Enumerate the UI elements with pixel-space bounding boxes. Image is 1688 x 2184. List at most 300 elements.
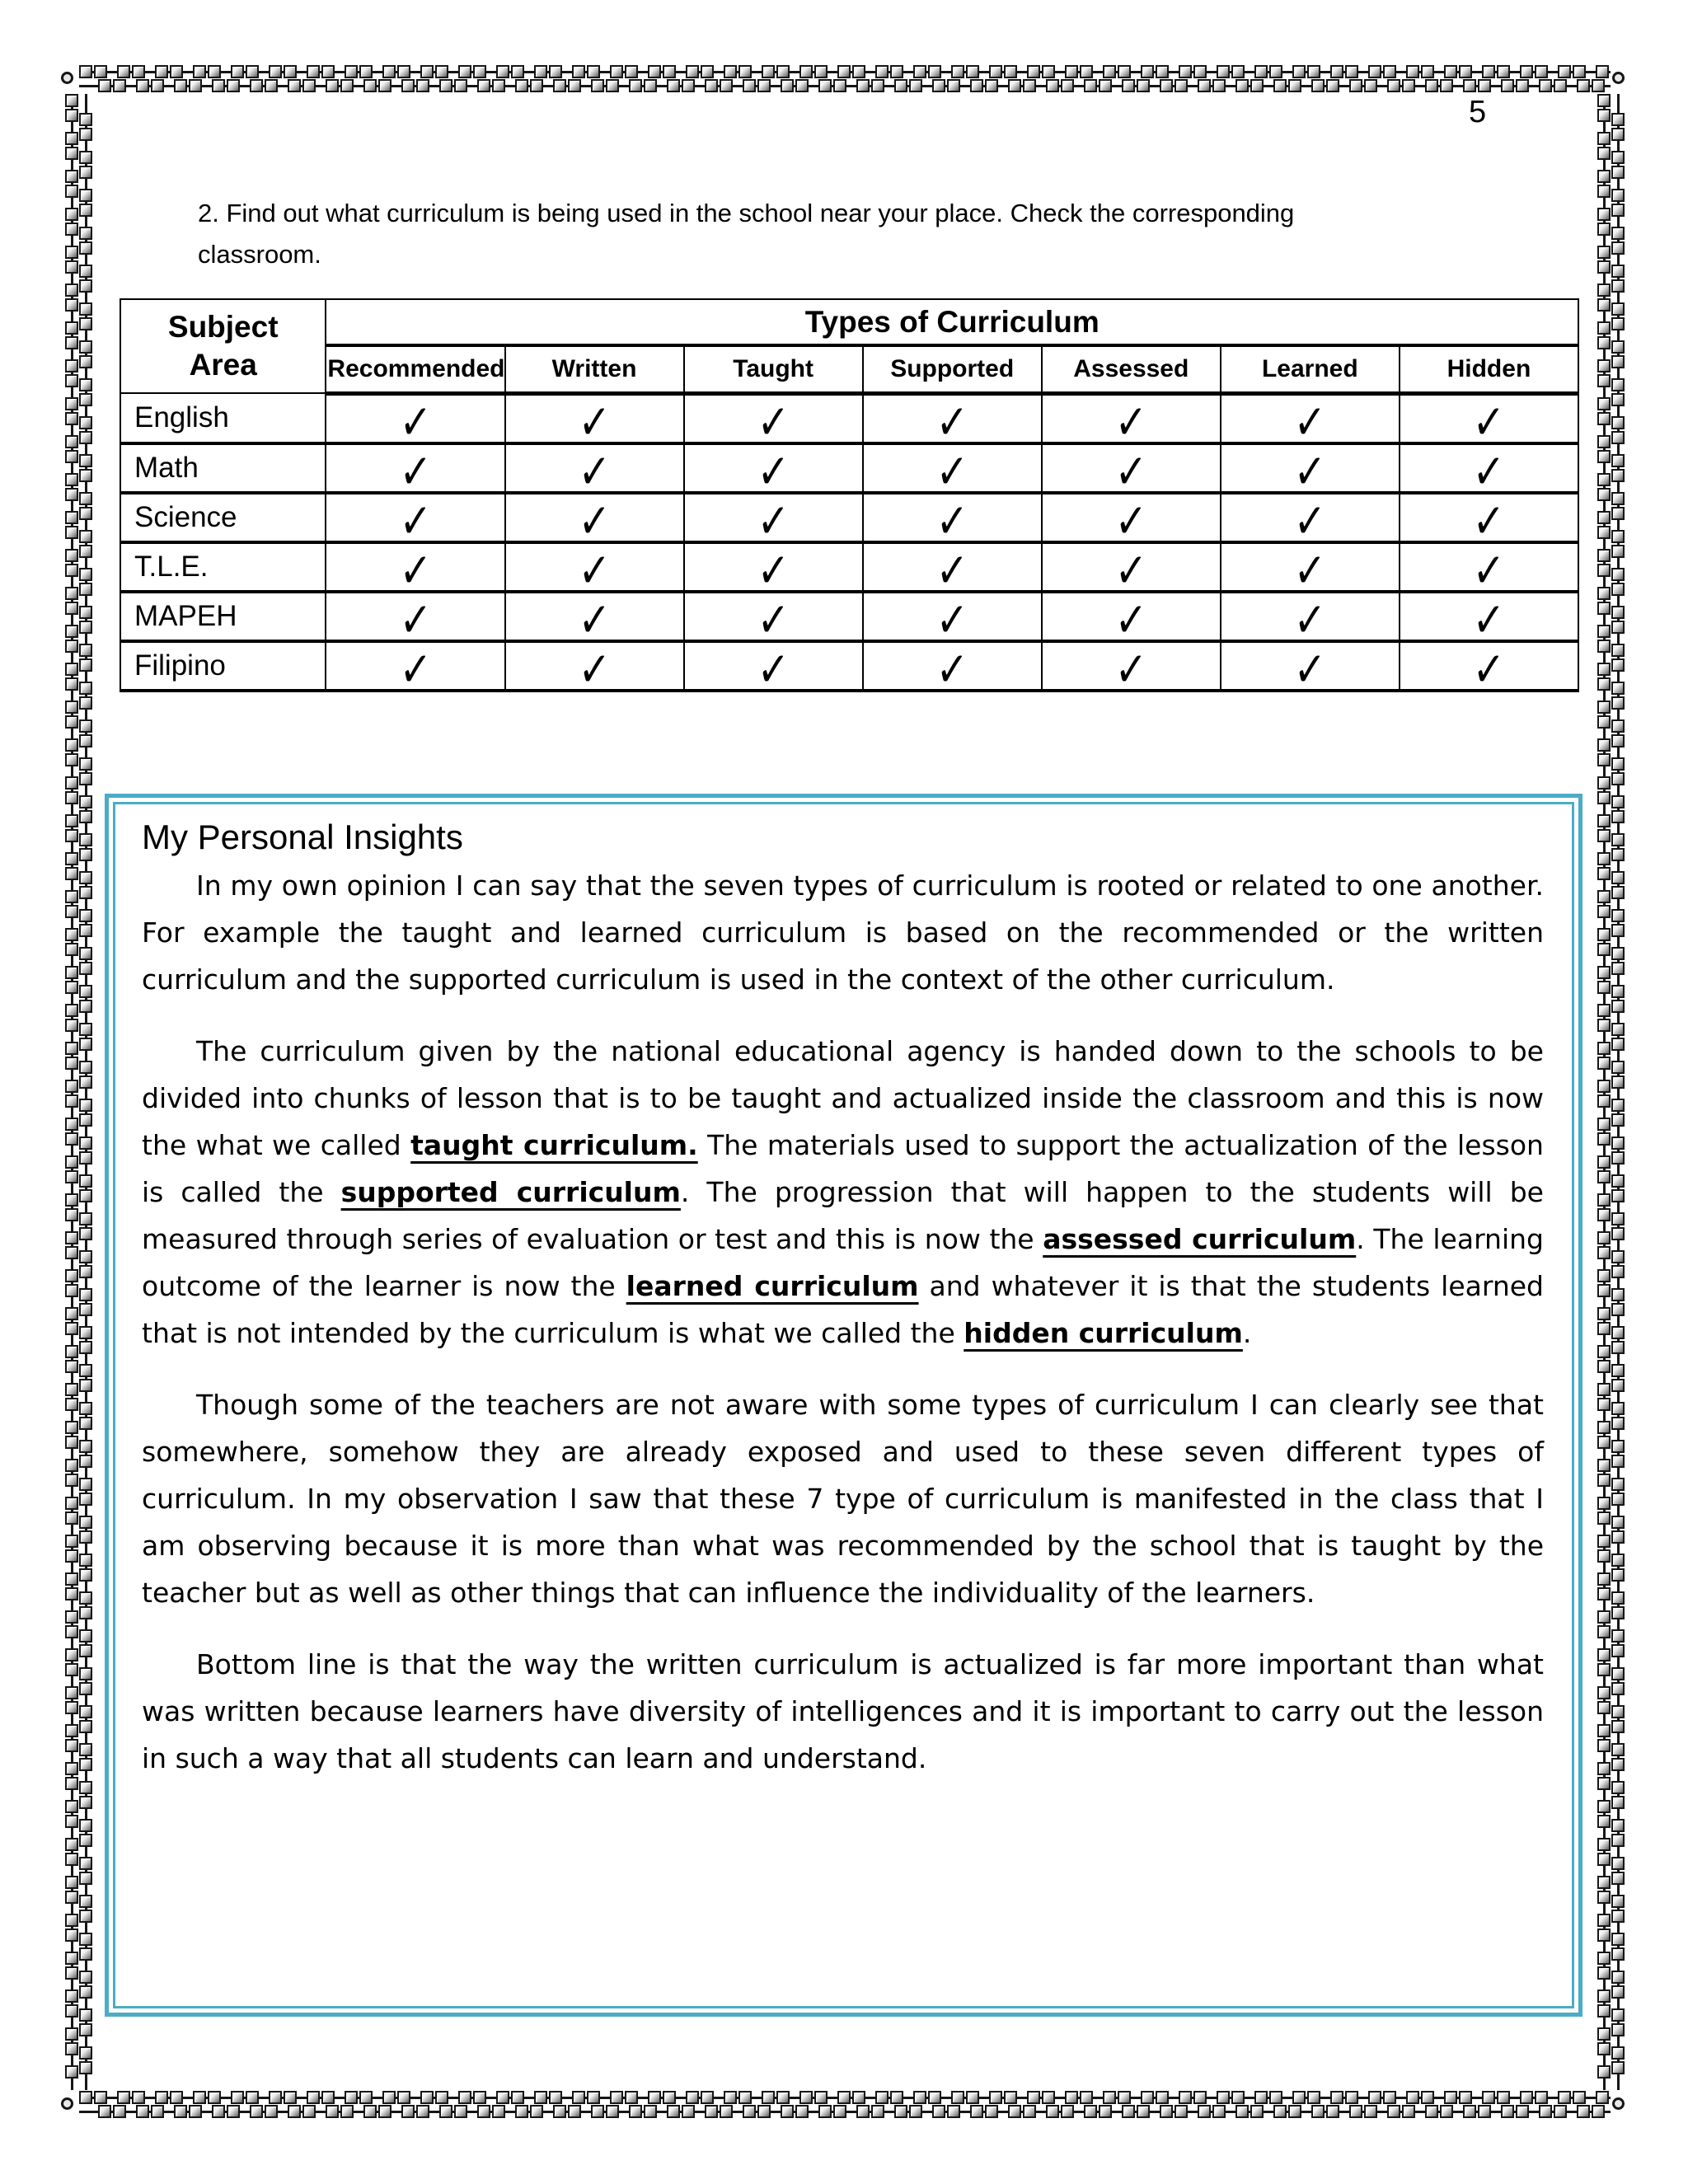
- subject-cell: MAPEH: [120, 592, 326, 641]
- chain-stud: [1611, 1493, 1625, 1506]
- chain-stud: [1597, 1549, 1611, 1563]
- chain-stud: [1611, 568, 1625, 581]
- insights-title: My Personal Insights: [142, 818, 463, 856]
- chain-stud: [65, 208, 78, 221]
- chain-stud: [382, 65, 396, 78]
- chain-stud: [65, 1398, 78, 1411]
- check-cell: [1400, 441, 1578, 501]
- chain-stud: [1198, 2105, 1211, 2118]
- chain-stud: [189, 79, 202, 92]
- key-term: learned curriculum: [626, 1270, 919, 1302]
- chain-stud: [799, 65, 813, 78]
- chain-stud: [1444, 2091, 1457, 2104]
- chain-stud: [65, 640, 78, 653]
- chain-stud: [1558, 2091, 1571, 2104]
- insight-text: The materials used to support the actualization of the lesson is called the: [142, 1129, 1544, 1208]
- chain-stud: [629, 79, 642, 92]
- personal-insights-inner-frame: [113, 802, 1574, 2008]
- chain-stud: [1008, 2105, 1021, 2118]
- chain-stud: [1611, 545, 1625, 558]
- chain-stud: [1269, 2091, 1282, 2104]
- chain-stud: [1597, 564, 1611, 577]
- chain-stud: [79, 795, 92, 808]
- chain-stud: [288, 79, 301, 92]
- chain-stud: [79, 1857, 92, 1870]
- chain-stud: [1597, 1398, 1611, 1411]
- chain-stud: [568, 79, 581, 92]
- chain-stud: [79, 1417, 92, 1430]
- chain-stud: [79, 1076, 92, 1089]
- chain-stud: [1402, 79, 1415, 92]
- chain-stud: [170, 65, 183, 78]
- chain-stud: [79, 340, 92, 354]
- chain-stud: [1368, 65, 1381, 78]
- chain-stud: [65, 981, 78, 994]
- chain-stud: [1611, 1758, 1625, 1771]
- table-row: [120, 592, 1578, 641]
- chain-stud: [534, 2091, 547, 2104]
- curriculum-table-body: [120, 391, 1578, 699]
- chain-stud: [79, 1174, 92, 1188]
- chain-stud: [1611, 947, 1625, 960]
- chain-stud: [1597, 663, 1611, 676]
- chain-stud: [1368, 2091, 1381, 2104]
- insight-text: Though some of the teachers are not aware with some types of curriculum I can clearly see that somewhere, somehow they are already exposed and used to these seven different types of curriculum. In my observation I saw that these 7 type of curriculum is manifested in the class that I am observing because it is more than what was recommended by the school that is taught by the teacher but as well as other things that can influence the individuality of the learners.: [142, 1389, 1544, 1609]
- chain-corner-ring: [61, 72, 73, 84]
- subject-cell: Math: [120, 443, 326, 493]
- chain-stud: [1597, 715, 1611, 729]
- chain-stud: [1141, 2091, 1154, 2104]
- chain-stud: [1611, 2046, 1625, 2060]
- chain-stud: [591, 2105, 604, 2118]
- chain-stud: [79, 2091, 92, 2104]
- chain-stud: [1597, 1322, 1611, 1335]
- key-term: taught curriculum.: [410, 1129, 698, 1161]
- chain-stud: [1611, 1151, 1625, 1165]
- chain-stud: [852, 2091, 865, 2104]
- chain-stud: [1212, 79, 1226, 92]
- chain-stud: [1611, 166, 1625, 179]
- chain-stud: [1597, 147, 1611, 160]
- chain-stud: [795, 2105, 809, 2118]
- chain-stud: [1027, 2091, 1040, 2104]
- checkmark-icon: ✓: [1293, 490, 1327, 551]
- chain-stud: [1042, 65, 1055, 78]
- check-cell: [326, 490, 504, 551]
- chain-stud: [1611, 302, 1625, 316]
- chain-stud: [705, 79, 718, 92]
- chain-stud: [65, 185, 78, 198]
- chain-stud: [530, 2105, 543, 2118]
- chain-stud: [363, 2105, 377, 2118]
- chain-stud: [473, 65, 486, 78]
- chain-stud: [79, 568, 92, 581]
- chain-stud: [65, 1701, 78, 1714]
- chain-stud: [458, 65, 471, 78]
- chain-stud: [65, 374, 78, 387]
- chain-stud: [65, 1155, 78, 1169]
- chain-stud: [250, 79, 263, 92]
- chain-stud: [1611, 1819, 1625, 1832]
- check-cell: [1221, 540, 1400, 600]
- chain-stud: [1611, 848, 1625, 861]
- chain-stud: [1597, 1155, 1611, 1169]
- chain-stud: [1231, 65, 1245, 78]
- check-cell: [505, 490, 684, 551]
- chain-stud: [65, 1587, 78, 1601]
- chain-stud: [79, 241, 92, 255]
- chain-stud: [231, 65, 244, 78]
- chain-stud: [1463, 79, 1476, 92]
- chain-stud: [1179, 2091, 1192, 2104]
- chain-stud: [1061, 79, 1074, 92]
- chain-stud: [79, 2061, 92, 2074]
- chain-stud: [1611, 1076, 1625, 1089]
- chain-stud: [136, 2105, 149, 2118]
- insight-text: . The learning outcome of the learner is now the: [142, 1223, 1544, 1302]
- chain-stud: [1383, 2091, 1396, 2104]
- chain-stud: [1497, 2091, 1510, 2104]
- chain-stud: [1103, 2091, 1116, 2104]
- chain-stud: [1596, 2091, 1609, 2104]
- chain-stud: [1175, 2105, 1188, 2118]
- chain-stud: [833, 2105, 846, 2118]
- chain-stud: [1611, 1682, 1625, 1695]
- chain-stud: [1558, 65, 1571, 78]
- chain-stud: [269, 65, 282, 78]
- subject-cell: T.L.E.: [120, 542, 326, 592]
- chain-stud: [65, 1004, 78, 1017]
- chain-stud: [79, 1099, 92, 1112]
- checkmark-icon: ✓: [1472, 391, 1506, 452]
- chain-stud: [378, 2105, 392, 2118]
- chain-stud: [1597, 1284, 1611, 1297]
- chain-stud: [1611, 734, 1625, 748]
- chain-stud: [1611, 810, 1625, 823]
- check-cell: [1221, 441, 1400, 501]
- chain-stud: [439, 79, 452, 92]
- checkmark-icon: ✓: [1293, 391, 1327, 452]
- check-cell: [863, 540, 1042, 600]
- chain-stud: [568, 2105, 581, 2118]
- chain-stud: [1137, 2105, 1150, 2118]
- checkmark-icon: ✓: [1293, 540, 1327, 600]
- checkmark-icon: ✓: [398, 589, 433, 649]
- chain-stud: [1250, 2105, 1264, 2118]
- chain-stud: [65, 526, 78, 539]
- chain-stud: [795, 79, 809, 92]
- insight-text: and whatever it is that the students learned that is not intended by the curriculum is what we called the: [142, 1270, 1544, 1349]
- chain-stud: [1212, 2105, 1226, 2118]
- chain-stud: [1611, 1947, 1625, 1961]
- chain-stud: [307, 2091, 320, 2104]
- chain-stud: [1156, 65, 1169, 78]
- check-cell: [326, 540, 504, 600]
- chain-stud: [970, 79, 983, 92]
- chain-stud: [454, 79, 467, 92]
- chain-stud: [79, 1530, 92, 1544]
- chain-stud: [1597, 511, 1611, 524]
- chain-stud: [1597, 359, 1611, 373]
- chain-stud: [644, 79, 657, 92]
- chain-stud: [340, 2105, 354, 2118]
- chain-stud: [65, 1019, 78, 1032]
- chain-stud: [284, 2091, 297, 2104]
- chain-stud: [416, 79, 429, 92]
- chain-stud: [1597, 640, 1611, 653]
- check-cell: [505, 540, 684, 600]
- chain-stud: [1611, 772, 1625, 785]
- chain-stud: [1611, 1227, 1625, 1240]
- chain-stud: [1611, 1212, 1625, 1226]
- chain-stud: [1611, 1985, 1625, 1999]
- chain-stud: [307, 65, 320, 78]
- chain-stud: [65, 1345, 78, 1358]
- chain-stud: [966, 2091, 979, 2104]
- chain-stud: [79, 1720, 92, 1733]
- chain-stud: [65, 511, 78, 524]
- chain-stud: [1611, 1417, 1625, 1430]
- checkmark-icon: ✓: [1293, 589, 1327, 649]
- chain-stud: [1611, 1568, 1625, 1582]
- chain-stud: [65, 852, 78, 865]
- chain-stud: [79, 833, 92, 846]
- chain-stud: [606, 2105, 619, 2118]
- chain-stud: [1236, 2105, 1249, 2118]
- chain-stud: [1597, 701, 1611, 714]
- chain-stud: [79, 166, 92, 179]
- chain-stud: [420, 2091, 434, 2104]
- chain-stud: [1597, 1990, 1611, 2003]
- chain-stud: [1597, 450, 1611, 463]
- chain-stud: [1611, 606, 1625, 619]
- chain-stud: [928, 65, 941, 78]
- chain-stud: [65, 663, 78, 676]
- chain-stud: [79, 682, 92, 695]
- chain-stud: [799, 2091, 813, 2104]
- chain-stud: [1611, 151, 1625, 164]
- chain-stud: [1269, 65, 1282, 78]
- chain-stud: [1440, 79, 1453, 92]
- chain-stud: [1198, 79, 1211, 92]
- chain-stud: [1573, 65, 1586, 78]
- check-cell: [326, 639, 504, 699]
- chain-corner-ring: [1612, 2097, 1625, 2110]
- chain-stud: [738, 2091, 752, 2104]
- chain-stud: [1137, 79, 1150, 92]
- chain-stud: [1273, 2105, 1287, 2118]
- chain-stud: [1597, 625, 1611, 638]
- chain-stud: [1611, 1061, 1625, 1074]
- chain-stud: [1611, 757, 1625, 771]
- chain-stud: [79, 1137, 92, 1150]
- chain-stud: [65, 867, 78, 880]
- chain-stud: [1597, 1648, 1611, 1661]
- check-cell: [863, 639, 1042, 699]
- chain-stud: [1597, 1307, 1611, 1320]
- chain-stud: [246, 65, 259, 78]
- chain-stud: [1597, 1853, 1611, 1866]
- chain-stud: [1611, 833, 1625, 846]
- chain-stud: [1597, 1269, 1611, 1282]
- subject-cell: Science: [120, 493, 326, 542]
- chain-stud: [1597, 1914, 1611, 1927]
- chain-stud: [985, 79, 998, 92]
- chain-corner-ring: [1612, 72, 1625, 84]
- check-cell: [1221, 639, 1400, 699]
- chain-stud: [435, 65, 448, 78]
- key-term: supported curriculum: [340, 1176, 681, 1208]
- column-header-taught: Taught: [684, 345, 863, 393]
- chain-stud: [1597, 791, 1611, 804]
- chain-stud: [420, 65, 434, 78]
- chain-stud: [947, 2105, 960, 2118]
- chain-stud: [321, 65, 335, 78]
- chain-stud: [1611, 1478, 1625, 1491]
- chain-stud: [65, 1459, 78, 1472]
- check-cell: [1042, 540, 1221, 600]
- chain-stud: [1597, 587, 1611, 600]
- chain-stud: [1611, 1834, 1625, 1847]
- chain-stud: [65, 1549, 78, 1563]
- chain-stud: [492, 2105, 505, 2118]
- chain-stud: [208, 65, 221, 78]
- chain-stud: [65, 625, 78, 638]
- chain-stud: [65, 170, 78, 183]
- chain-stud: [1611, 340, 1625, 354]
- chain-stud: [1597, 109, 1611, 122]
- chain-stud: [1597, 1004, 1611, 1017]
- chain-stud: [79, 378, 92, 391]
- chain-stud: [1387, 79, 1400, 92]
- chain-stud: [65, 1838, 78, 1851]
- column-header-recommended: Recommended: [326, 345, 504, 393]
- chain-stud: [65, 1724, 78, 1737]
- chain-stud: [1597, 336, 1611, 349]
- chain-stud: [65, 397, 78, 410]
- chain-stud: [781, 79, 794, 92]
- check-cell: [684, 540, 863, 600]
- chain-stud: [1497, 65, 1510, 78]
- chain-stud: [1597, 1193, 1611, 1207]
- chain-stud: [1611, 1606, 1625, 1619]
- chain-stud: [79, 469, 92, 482]
- chain-stud: [79, 355, 92, 368]
- chain-stud: [1046, 79, 1059, 92]
- checkmark-icon: ✓: [1114, 490, 1148, 551]
- chain-stud: [1611, 1099, 1625, 1112]
- chain-stud: [549, 2091, 562, 2104]
- chain-stud: [65, 1535, 78, 1548]
- chain-stud: [1156, 2091, 1169, 2104]
- chain-stud: [65, 890, 78, 903]
- chain-stud: [1597, 412, 1611, 425]
- check-cell: [326, 391, 504, 452]
- chain-stud: [648, 65, 661, 78]
- chain-stud: [1004, 2091, 1017, 2104]
- chain-stud: [65, 1800, 78, 1813]
- chain-stud: [79, 1682, 92, 1695]
- chain-corner-ring: [61, 2097, 73, 2110]
- chain-stud: [1611, 1895, 1625, 1908]
- chain-stud: [1611, 719, 1625, 733]
- chain-stud: [890, 2091, 903, 2104]
- chain-stud: [1597, 1474, 1611, 1487]
- chain-stud: [837, 2091, 851, 2104]
- checkmark-icon: ✓: [935, 441, 969, 501]
- column-header-written: Written: [505, 345, 684, 393]
- chain-stud: [65, 2042, 78, 2055]
- chain-stud: [1611, 1326, 1625, 1339]
- chain-stud: [553, 79, 566, 92]
- page-number: 5: [1469, 95, 1487, 129]
- chain-stud: [515, 2105, 528, 2118]
- chain-stud: [1421, 2091, 1434, 2104]
- checkmark-icon: ✓: [935, 540, 969, 600]
- checkmark-icon: ✓: [1472, 589, 1506, 649]
- chain-stud: [1084, 2105, 1097, 2118]
- chain-stud: [65, 1777, 78, 1790]
- chain-stud: [1254, 65, 1268, 78]
- chain-stud: [1250, 79, 1264, 92]
- chain-stud: [79, 924, 92, 937]
- chain-stud: [663, 65, 676, 78]
- chain-stud: [625, 2091, 638, 2104]
- chain-stud: [1364, 79, 1377, 92]
- chain-stud: [231, 2091, 244, 2104]
- chain-stud: [79, 507, 92, 520]
- chain-stud: [625, 65, 638, 78]
- column-header-hidden: Hidden: [1400, 345, 1578, 393]
- chain-stud: [65, 1383, 78, 1396]
- chain-stud: [397, 65, 410, 78]
- chain-stud: [1387, 2105, 1400, 2118]
- checkmark-icon: ✓: [935, 490, 969, 551]
- chain-stud: [155, 2091, 168, 2104]
- chain-stud: [1597, 2004, 1611, 2018]
- subject-area-header: Subject Area: [120, 299, 326, 393]
- chain-stud: [79, 1455, 92, 1468]
- chain-stud: [1597, 1118, 1611, 1131]
- chain-stud: [454, 2105, 467, 2118]
- checkmark-icon: ✓: [398, 490, 433, 551]
- column-header-learned: Learned: [1221, 345, 1400, 393]
- chain-stud: [65, 2027, 78, 2041]
- chain-stud: [65, 1421, 78, 1434]
- chain-stud: [1597, 132, 1611, 145]
- chain-stud: [1611, 1250, 1625, 1263]
- check-cell: [1400, 540, 1578, 600]
- checkmark-icon: ✓: [1293, 441, 1327, 501]
- chain-stud: [227, 2105, 240, 2118]
- insight-paragraph: [142, 1028, 1544, 1357]
- chain-stud: [1061, 2105, 1074, 2118]
- chain-stud: [65, 1307, 78, 1320]
- chain-stud: [1440, 2105, 1453, 2118]
- chain-stud: [757, 79, 771, 92]
- chain-stud: [288, 2105, 301, 2118]
- chain-stud: [1597, 2027, 1611, 2041]
- chain-stud: [852, 65, 865, 78]
- column-header-supported: Supported: [863, 345, 1042, 393]
- chain-stud: [79, 848, 92, 861]
- chain-stud: [1597, 1360, 1611, 1373]
- chain-stud: [113, 79, 126, 92]
- chain-stud: [79, 1113, 92, 1127]
- chain-stud: [1597, 1701, 1611, 1714]
- chain-stud: [1597, 814, 1611, 827]
- chain-stud: [1611, 682, 1625, 695]
